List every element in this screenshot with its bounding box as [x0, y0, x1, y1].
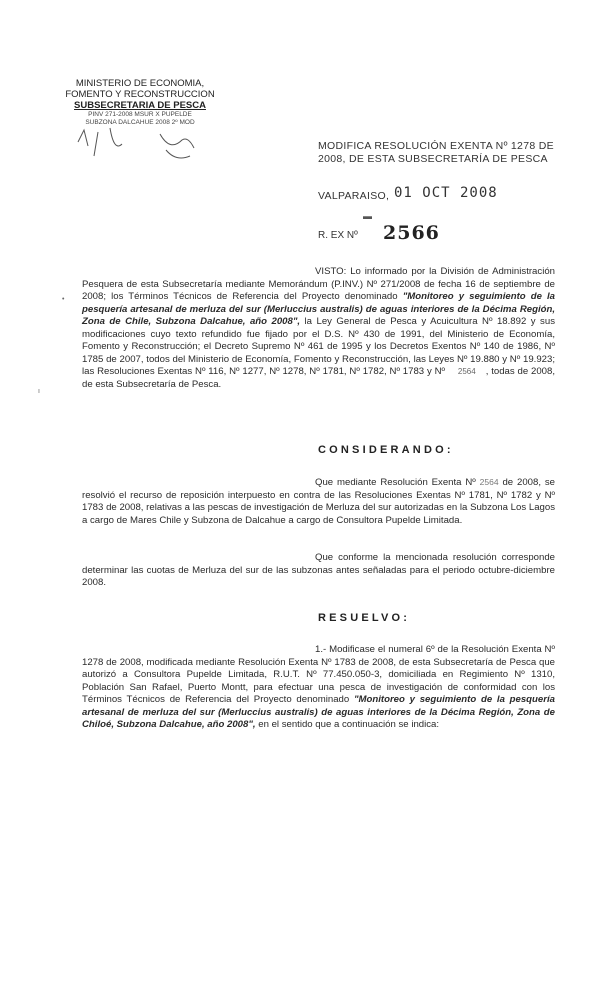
resuelvo-1-text: 1.- Modificase el numeral 6º de la Resolución Exenta Nº 1278 de 2008, modificada mediante Resolución Exenta Nº 1783 de 2008, de esta Subsecretaría de Pesca que autorizó a Consultora Pupelde Limitada, R.U.T. Nº 77.450.050-3, domiciliada en Regimiento Nº 1310, Población San Rafael, Puerto Montt, para efectuar una pesca de investigación de conformidad con los Términos Técnicos de Referencia del Proyecto denominado [82, 644, 555, 705]
margin-mark: • [62, 296, 65, 303]
resolution-label: R. EX Nº [318, 230, 358, 241]
resuelvo-project-title: "Monitoreo y seguimiento de la pesquería artesanal de merluza del sur (Merluccius australis) de aguas interiores de la Décima Región, Zona de Chiloé, Subzona Dalcahue, año 2008", [82, 694, 555, 730]
visto-text-1: Lo informado por la División de Administración Pesquera de esta Subsecretaría mediante Memorándum (P.INV.) Nº 271/2008 de fecha 16 de septiembre de 2008; los Términos Técnicos de Referencia del Proyecto denominado [82, 266, 555, 302]
considerando-1-text-b: de 2008, se resolvió el recurso de reposición interpuesto en contra de las Resoluciones Exentas Nº 1781, Nº 1782 y Nº 1783 de 2008, relativas a las pescas de investigación de Merluza del sur autorizadas en la Subzona Los Lagos a cargo de Mares Chile y Subzona de Dalcahue a cargo de Consultora Pupelde Limitada. [82, 477, 555, 526]
city-label: VALPARAISO, [318, 190, 390, 202]
stamp-line-ref-2: SUBZONA DALCAHUE 2008 2º MOD [85, 119, 195, 126]
visto-text-2: la Ley General de Pesca y Acuicultura Nº 18.892 y sus modificaciones cuyo texto refundido fue fijado por el D.S. Nº 430 de 1991, del Ministerio de Economía, Fomento y Reconstrucción; el Decreto Supremo Nº 461 de 1995 y los Decretos Exentos Nº 140 de 1986, Nº 1785 de 2007, todos del Ministerio de Economía, Fomento y Reconstrucción, las Leyes Nº 19.880 y Nº 19.923; las Resoluciones Exentas Nº 116, Nº 1277, Nº 1278, Nº 1781, Nº 1782, Nº 1783 y Nº [82, 316, 555, 377]
considerando-heading: CONSIDERANDO: [318, 444, 454, 456]
resuelvo-1-text-end: en el sentido que a continuación se indica: [258, 719, 440, 730]
considerando-2-text: Que conforme la mencionada resolución corresponde determinar las cuotas de Merluza del sur de las subzonas antes señaladas para el periodo octubre-diciembre 2008. [82, 552, 555, 588]
margin-mark: ı [38, 388, 40, 395]
ministry-stamp [52, 78, 228, 127]
considerando-paragraph-2 [82, 552, 555, 590]
resuelvo-paragraph-1 [82, 644, 555, 732]
visto-text-3: , todas de 2008, de esta Subsecretaría de Pesca. [82, 366, 556, 390]
document-subject: MODIFICA RESOLUCIÓN EXENTA Nº 1278 DE 2008, DE ESTA SUBSECRETARÍA DE PESCA [318, 140, 554, 165]
visto-paragraph [82, 266, 555, 391]
stamp-line-ref-1: PINV 271-2008 MSUR X PUPELDE [88, 111, 192, 118]
handwritten-initials [70, 122, 200, 172]
stamp-line-subsecretaria: SUBSECRETARIA DE PESCA [74, 100, 206, 111]
stamp-line-ministry-2: FOMENTO Y RECONSTRUCCION [65, 89, 215, 100]
considerando-paragraph-1 [82, 476, 555, 527]
visto-project-title: "Monitoreo y seguimiento de la pesquería artesanal de merluza del sur (Merluccius australis) de aguas interiores de la Décima Región, Zona de Chile, Subzona Dalcahue, año 2008", [82, 291, 556, 327]
resolution-number: 2566 [383, 222, 440, 244]
date-stamp: 01 OCT 2008 [394, 185, 498, 201]
stamp-line-ministry: MINISTERIO DE ECONOMIA, [75, 78, 205, 89]
considerando-1-text-a: Que mediante Resolución Exenta Nº [315, 477, 476, 488]
visto-blank-number: 2564 [457, 367, 476, 376]
visto-label: VISTO: [315, 266, 347, 277]
resuelvo-heading: RESUELVO: [318, 612, 411, 624]
dash-mark: ▬ [363, 211, 372, 221]
considerando-1-number: 2564 [479, 477, 499, 487]
